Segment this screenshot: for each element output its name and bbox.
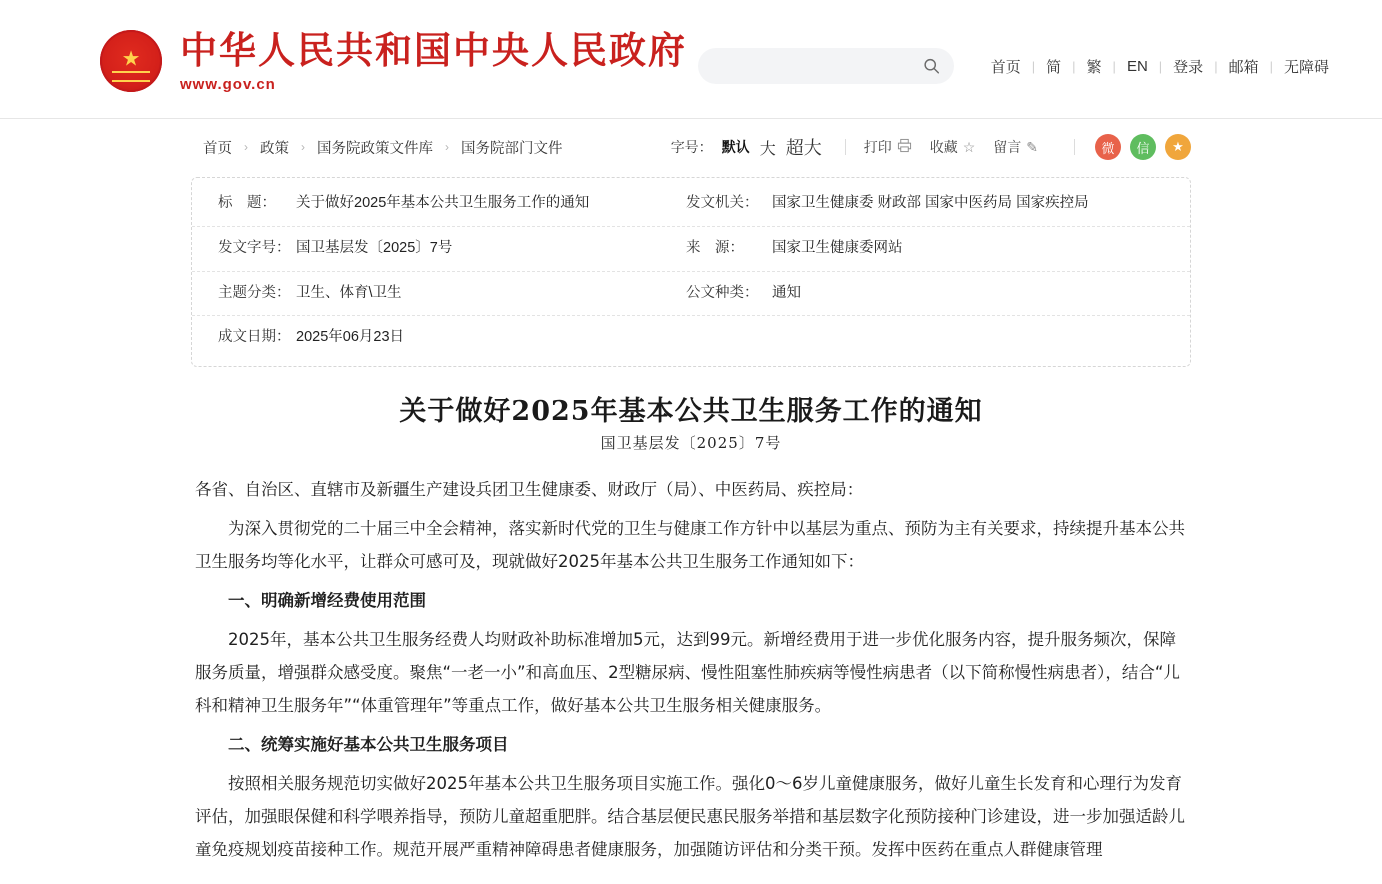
header-link-separator: | [1214, 58, 1218, 74]
weibo-share-icon[interactable]: 微 [1095, 134, 1121, 160]
print-button[interactable] [864, 137, 912, 157]
font-size-default[interactable]: 默认 [721, 139, 750, 155]
pencil-icon[interactable]: ✎ [1026, 138, 1038, 155]
favorite-button[interactable] [930, 137, 976, 157]
meta-row [192, 182, 1190, 227]
toolbar-divider [1074, 139, 1075, 155]
star-icon[interactable]: ☆ [962, 138, 976, 155]
meta-row [192, 272, 1190, 317]
breadcrumb-item-department-docs[interactable] [461, 137, 563, 158]
meta-key: 主题分类： [218, 284, 291, 301]
meta-key: 公文种类： [686, 284, 759, 301]
share-icons [1095, 134, 1191, 160]
meta-cell-subject-category [192, 283, 662, 305]
breadcrumb [191, 119, 1191, 175]
font-size-label: 字号： [670, 139, 713, 155]
article-section-heading: 二、统筹实施好基本公共卫生服务项目 [228, 735, 509, 754]
favorite-label: 收藏 [929, 139, 958, 155]
header-link-simplified[interactable]: 简 [1046, 58, 1062, 76]
meta-value: 卫生、体育\卫生 [296, 284, 402, 301]
page-content [191, 119, 1191, 866]
breadcrumb-arrow-icon: › [445, 140, 449, 154]
meta-key: 发文字号： [218, 239, 291, 256]
meta-key: 标 题： [218, 195, 276, 211]
meta-value: 通知 [772, 284, 801, 301]
wechat-share-icon[interactable]: 信 [1130, 134, 1156, 160]
article-body [191, 473, 1191, 866]
breadcrumb-link[interactable]: 国务院部门文件 [461, 140, 563, 157]
meta-row [192, 316, 1190, 360]
meta-key: 成文日期： [218, 329, 291, 346]
meta-value: 关于做好2025年基本公共卫生服务工作的通知 [296, 195, 590, 211]
header-link-separator: | [1072, 58, 1076, 74]
article-section-heading: 一、明确新增经费使用范围 [228, 591, 426, 610]
header-link-traditional[interactable]: 繁 [1086, 58, 1102, 76]
favorite-share-icon[interactable]: ★ [1165, 134, 1191, 160]
meta-value: 国家卫生健康委网站 [772, 239, 903, 256]
breadcrumb-item-policy[interactable] [260, 137, 289, 158]
brand-title: 中华人民共和国中央人民政府 [180, 28, 687, 72]
article-paragraph: 2025年，基本公共卫生服务经费人均财政补助标准增加5元，达到99元。新增经费用于进一步优化服务内容，提升服务频次，保障服务质量，增强群众感受度。聚焦“一老一小”和高血压、2型糖尿病、慢性阻塞性肺疾病等慢性病患者（以下简称慢性病患者），结合“儿科和精神卫生服务年”“体重管理年”等重点工作，做好基本公共卫生服务相关健康服务。 [195, 630, 1180, 715]
article-paragraph: 为深入贯彻党的二十届三中全会精神，落实新时代党的卫生与健康工作方针中以基层为重点、预防为主有关要求，持续提升基本公共卫生服务均等化水平，让群众可感可及，现就做好2025年基本公共卫生服务工作通知如下： [195, 519, 1185, 571]
national-emblem-icon [100, 30, 162, 92]
breadcrumb-arrow-icon: › [301, 140, 305, 154]
document-meta-box [191, 177, 1191, 367]
header-link-separator: | [1158, 58, 1163, 74]
breadcrumb-arrow-icon: › [244, 140, 248, 154]
header-link-separator: | [1112, 58, 1116, 74]
font-size-large[interactable]: 大 [759, 140, 776, 158]
meta-value: 2025年06月23日 [296, 329, 405, 346]
article-paragraph: 各省、自治区、直辖市及新疆生产建设兵团卫生健康委、财政厅（局）、中医药局、疾控局： [195, 480, 864, 499]
meta-cell-issuing-agency [662, 193, 1190, 215]
meta-cell-source [662, 238, 1190, 260]
breadcrumb-link[interactable]: 首页 [203, 140, 232, 157]
meta-cell-title [192, 193, 662, 215]
print-label: 打印 [863, 139, 892, 155]
header-link-separator: | [1269, 58, 1273, 74]
header-link-separator: | [1031, 58, 1036, 74]
meta-row [192, 227, 1190, 272]
brand-subtitle: www.gov.cn [180, 75, 276, 93]
search-input[interactable] [698, 48, 954, 84]
header-link-english[interactable]: EN [1126, 57, 1148, 75]
header-links [980, 56, 1340, 77]
comment-button[interactable] [993, 137, 1038, 157]
search-box[interactable] [698, 48, 954, 84]
meta-key: 发文机关： [686, 195, 759, 211]
search-icon[interactable] [923, 58, 940, 75]
header-link-home[interactable]: 首页 [990, 58, 1021, 76]
document-number: 国卫基层发〔2025〕7号 [600, 434, 782, 452]
meta-cell-issue-date [192, 327, 662, 349]
meta-value: 国卫基层发〔2025〕7号 [296, 239, 453, 256]
toolbar-divider [845, 139, 846, 155]
brand-text [180, 30, 687, 93]
meta-cell-document-number [192, 238, 662, 260]
article-toolbar [671, 134, 1191, 160]
breadcrumb-link[interactable]: 政策 [260, 140, 289, 157]
font-size-extra-large[interactable]: 超大 [785, 138, 822, 158]
breadcrumb-link[interactable]: 国务院政策文件库 [317, 140, 433, 157]
meta-key: 来 源： [686, 239, 744, 256]
header-link-accessibility[interactable]: 无障碍 [1283, 58, 1329, 76]
header-right [698, 48, 1340, 84]
breadcrumb-item-policy-library[interactable] [317, 137, 433, 158]
meta-cell-document-type [662, 283, 1190, 305]
site-brand[interactable] [100, 30, 687, 93]
site-header [0, 0, 1382, 119]
article-paragraph: 按照相关服务规范切实做好2025年基本公共卫生服务项目实施工作。强化0～6岁儿童健康服务，做好儿童生长发育和心理行为发育评估，加强眼保健和科学喂养指导，预防儿童超重肥胖。结合基层便民惠民服务举措和基层数字化预防接种门诊建设，进一步加强适龄儿童免疫规划疫苗接种工作。规范开展严重精神障碍患者健康服务，加强随访评估和分类干预。发挥中医药在重点人群健康管理 [195, 774, 1185, 859]
header-link-mail[interactable]: 邮箱 [1228, 58, 1259, 76]
header-link-login[interactable]: 登录 [1173, 58, 1204, 76]
page-title: 关于做好2025年基本公共卫生服务工作的通知 [399, 396, 983, 427]
printer-icon[interactable] [897, 138, 912, 156]
article [191, 389, 1191, 866]
meta-value: 国家卫生健康委 财政部 国家中医药局 国家疾控局 [772, 195, 1089, 211]
breadcrumb-item-home[interactable] [203, 137, 232, 158]
comment-label: 留言 [993, 139, 1022, 155]
